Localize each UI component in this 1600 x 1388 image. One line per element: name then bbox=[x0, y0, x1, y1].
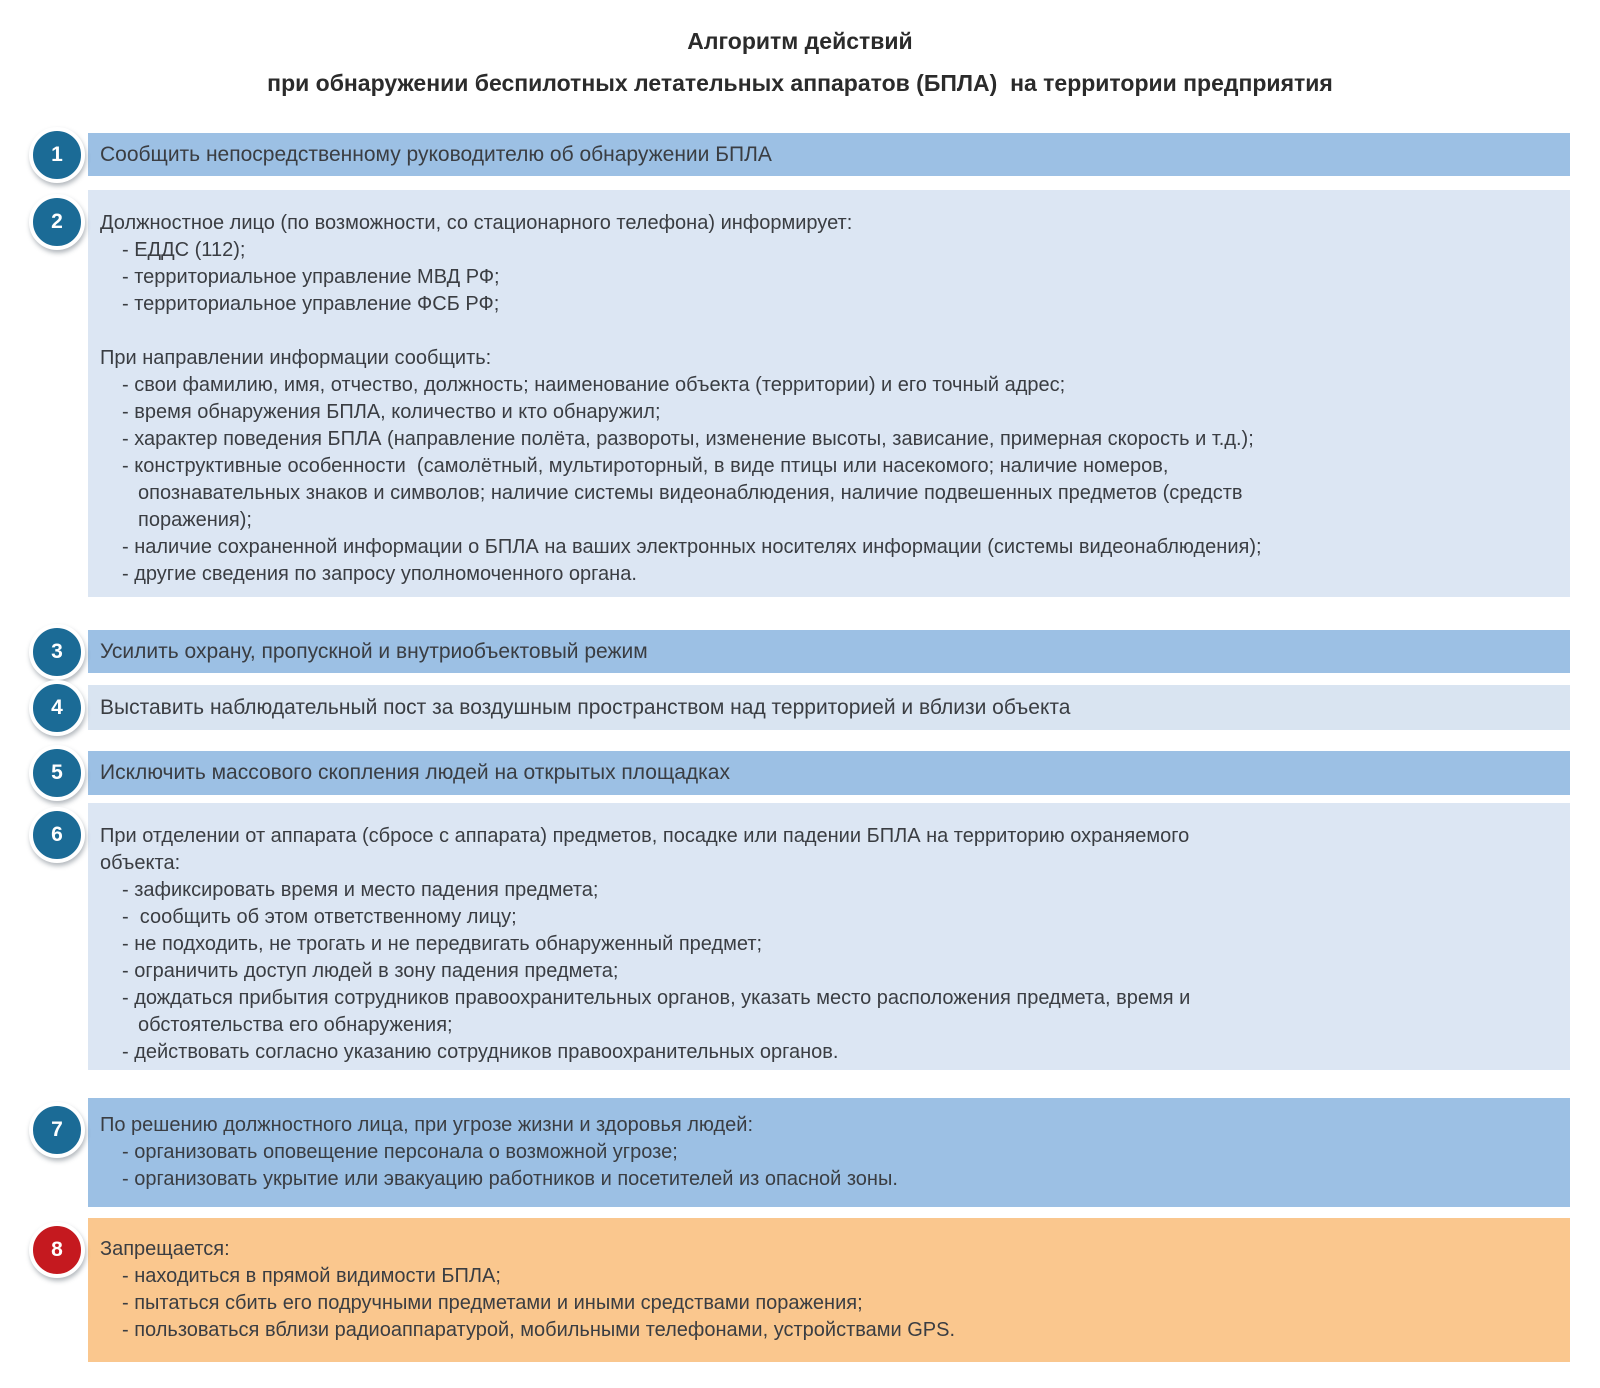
step-6-line: объекта: bbox=[100, 852, 181, 874]
step-7-badge bbox=[29, 1102, 85, 1158]
step-1-badge bbox=[29, 127, 85, 183]
step-5-number: 5 bbox=[51, 761, 63, 784]
step-2 bbox=[51, 190, 1570, 597]
step-2-line: При направлении информации сообщить: bbox=[100, 347, 492, 369]
step-2-line: - характер поведения БПЛА (направление полёта, развороты, изменение высоты, зависание, примерная скорость и т.д.); bbox=[122, 428, 1254, 450]
step-7-line: - организовать оповещение персонала о возможной угрозе; bbox=[122, 1141, 678, 1163]
step-3-badge bbox=[29, 624, 85, 680]
step-2-line: - время обнаружения БПЛА, количество и кто обнаружил; bbox=[122, 401, 661, 423]
step-2-line: поражения); bbox=[138, 509, 252, 531]
step-2-line bbox=[100, 318, 1550, 345]
step-2-text bbox=[88, 190, 1570, 588]
step-8 bbox=[51, 1218, 1570, 1362]
step-6-line: - зафиксировать время и место падения предмета; bbox=[122, 879, 599, 901]
step-7-line: - организовать укрытие или эвакуацию работников и посетителей из опасной зоны. bbox=[122, 1168, 898, 1190]
step-2-line: - другие сведения по запросу уполномоченного органа. bbox=[122, 563, 637, 585]
step-6-line: обстоятельства его обнаружения; bbox=[138, 1014, 453, 1036]
step-5-badge bbox=[29, 745, 85, 801]
step-3-number: 3 bbox=[51, 639, 63, 663]
step-8-text bbox=[88, 1218, 1570, 1344]
step-6-line: - действовать согласно указанию сотрудников правоохранительных органов. bbox=[122, 1041, 839, 1063]
step-8-line: - пользоваться вблизи радиоаппаратурой, мобильными телефонами, устройствами GPS. bbox=[122, 1319, 956, 1341]
step-2-line: опознавательных знаков и символов; наличие системы видеонаблюдения, наличие подвешенных предметов (средств bbox=[138, 482, 1243, 504]
step-2-line: - конструктивные особенности (самолётный, мультироторный, в виде птицы или насекомого; наличие номеров, bbox=[122, 455, 1169, 477]
step-3 bbox=[51, 630, 1570, 673]
step-8-number: 8 bbox=[51, 1238, 63, 1261]
step-6-number: 6 bbox=[51, 823, 63, 846]
step-1 bbox=[51, 133, 1570, 176]
step-5-text: Исключить массового скопления людей на открытых площадках bbox=[100, 761, 730, 784]
step-8-line: Запрещается: bbox=[100, 1238, 230, 1260]
step-6-line: При отделении от аппарата (сбросе с аппарата) предметов, посадке или падении БПЛА на территорию охраняемого bbox=[100, 825, 1190, 847]
step-7-number: 7 bbox=[51, 1118, 63, 1141]
step-6-line: - сообщить об этом ответственному лицу; bbox=[122, 906, 517, 928]
step-2-line: - территориальное управление ФСБ РФ; bbox=[122, 293, 500, 315]
step-2-line: - свои фамилию, имя, отчество, должность; наименование объекта (территории) и его точный адрес; bbox=[122, 374, 1066, 396]
step-7-line: По решению должностного лица, при угрозе жизни и здоровья людей: bbox=[100, 1114, 754, 1136]
step-7-text bbox=[88, 1098, 1570, 1193]
step-3-text: Усилить охрану, пропускной и внутриобъектовый режим bbox=[100, 639, 648, 663]
page-title: Алгоритм действий bbox=[687, 28, 913, 54]
step-8-line: - пытаться сбить его подручными предметами и иными средствами поражения; bbox=[122, 1292, 863, 1314]
step-6-text bbox=[88, 803, 1570, 1066]
step-7 bbox=[51, 1098, 1570, 1207]
step-6-badge bbox=[29, 807, 85, 863]
step-2-number: 2 bbox=[51, 210, 63, 233]
step-4-badge bbox=[29, 680, 85, 736]
step-4-number: 4 bbox=[51, 695, 63, 719]
step-6-line: - дождаться прибытия сотрудников правоохранительных органов, указать место расположения предмета, время и bbox=[122, 987, 1191, 1009]
step-5 bbox=[51, 751, 1570, 795]
step-8-badge bbox=[29, 1222, 85, 1278]
step-6 bbox=[51, 803, 1570, 1070]
step-2-line: Должностное лицо (по возможности, со стационарного телефона) информирует: bbox=[100, 212, 853, 234]
step-4-text: Выставить наблюдательный пост за воздушным пространством над территорией и вблизи объекта bbox=[100, 695, 1071, 719]
page-subtitle: при обнаружении беспилотных летательных аппаратов (БПЛА) на территории предприятия bbox=[267, 70, 1333, 96]
step-2-line: - наличие сохраненной информации о БПЛА на ваших электронных носителях информации (системы видеонаблюдения); bbox=[122, 536, 1262, 558]
step-4 bbox=[51, 685, 1570, 730]
step-2-line: - ЕДДС (112); bbox=[122, 239, 246, 261]
step-1-number: 1 bbox=[51, 142, 63, 166]
step-2-line: - территориальное управление МВД РФ; bbox=[122, 266, 500, 288]
step-8-line: - находиться в прямой видимости БПЛА; bbox=[122, 1265, 501, 1287]
step-1-text: Сообщить непосредственному руководителю об обнаружении БПЛА bbox=[100, 142, 772, 166]
step-2-badge bbox=[29, 194, 85, 250]
step-6-line: - ограничить доступ людей в зону падения предмета; bbox=[122, 960, 619, 982]
step-6-line: - не подходить, не трогать и не передвигать обнаруженный предмет; bbox=[122, 933, 763, 955]
